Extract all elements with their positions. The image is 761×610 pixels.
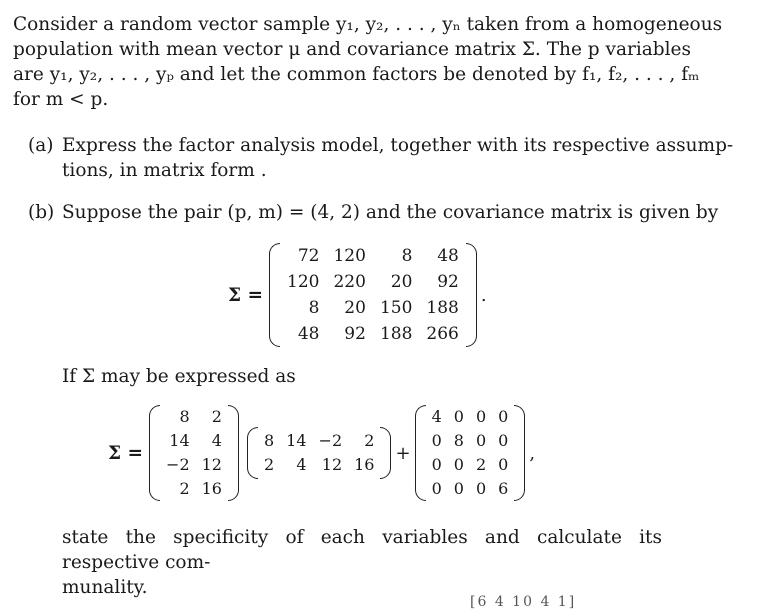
loading-transpose-cell: 14 — [286, 431, 307, 450]
part-a-text-2: tions, in matrix form . — [62, 160, 267, 181]
psi-matrix-cell: 0 — [475, 479, 487, 498]
psi-matrix-cell: 0 — [475, 431, 487, 450]
psi-matrix-cell: 0 — [498, 431, 509, 450]
cov-matrix-row — [280, 295, 466, 321]
psi-matrix-cell: 0 — [431, 431, 442, 450]
loading-matrix-row — [160, 477, 228, 501]
loading-transpose-cell: 12 — [321, 455, 343, 474]
decomposition-equation — [108, 405, 539, 501]
cov-matrix-cell: 120 — [287, 272, 320, 292]
loading-matrix-row — [160, 453, 228, 477]
part-b-text: Suppose the pair (p, m) = (4, 2) and the covariance matrix is given by — [62, 202, 719, 223]
cov-matrix-cell: 8 — [401, 246, 413, 266]
intro-line-4: for m < p. — [13, 89, 109, 110]
cov-matrix-cell: 72 — [297, 246, 320, 266]
loading-transpose-cell: −2 — [318, 431, 343, 450]
psi-matrix-cell: 0 — [431, 479, 442, 498]
loading-matrix-cell: 12 — [201, 455, 222, 474]
loading-matrix-cell: 16 — [201, 479, 222, 498]
cov-matrix-cell: 150 — [379, 298, 413, 318]
part-a — [28, 133, 748, 183]
cov-matrix-cell: 266 — [426, 324, 459, 344]
loading-matrix-row — [160, 405, 228, 429]
cov-matrix-cell: 120 — [333, 246, 366, 266]
loading-matrix-cell: 14 — [169, 431, 190, 450]
intro-line-1: Consider a random vector sample y₁, y₂, . . . , yₙ taken from a homogeneous — [13, 14, 723, 35]
if-text: If Σ may be expressed as — [62, 366, 296, 387]
loading-transpose-matrix — [258, 429, 381, 477]
cov-matrix-cell: 48 — [437, 246, 459, 266]
psi-matrix — [426, 405, 515, 501]
cov-matrix-row — [280, 269, 466, 295]
loading-transpose-row — [258, 453, 381, 477]
final-paragraph — [62, 525, 662, 600]
loading-matrix-row — [160, 429, 228, 453]
part-a-label: (a) — [28, 135, 54, 156]
left-paren — [149, 405, 160, 501]
cov-matrix-cell: 188 — [426, 298, 459, 318]
psi-matrix-row — [426, 405, 515, 429]
psi-matrix-cell: 0 — [453, 407, 464, 426]
loading-transpose-cell: 4 — [296, 455, 307, 474]
psi-matrix-cell: 2 — [475, 455, 487, 474]
cov-matrix-cell: 92 — [437, 272, 459, 292]
right-paren — [380, 427, 391, 479]
right-paren — [228, 405, 239, 501]
left-paren — [269, 243, 280, 347]
cov-matrix-cell: 20 — [344, 298, 366, 318]
covariance-matrix-equation — [228, 243, 491, 347]
left-paren — [415, 405, 426, 501]
part-b — [28, 200, 748, 225]
psi-matrix-cell: 0 — [498, 407, 509, 426]
cov-matrix-row — [280, 243, 466, 269]
cov-matrix-cell: 220 — [333, 272, 366, 292]
loading-transpose-cell: 8 — [263, 431, 275, 450]
left-paren — [247, 427, 258, 479]
psi-matrix-cell: 0 — [475, 407, 487, 426]
loading-transpose-row — [258, 429, 381, 453]
psi-matrix-row — [426, 429, 515, 453]
loading-transpose-cell: 16 — [354, 455, 375, 474]
loading-matrix-cell: −2 — [166, 455, 190, 474]
cov-matrix-cell: 92 — [344, 324, 366, 344]
loading-matrix-cell: 2 — [211, 407, 222, 426]
intro-line-3: are y₁, y₂, . . . , yₚ and let the common factors be denoted by f₁, f₂, . . . , fₘ — [13, 64, 700, 85]
part-b-label: (b) — [28, 202, 55, 223]
loading-matrix-cell: 8 — [179, 407, 190, 426]
sigma-label: Σ = — [228, 284, 264, 306]
final-line-2: munality. — [62, 577, 148, 598]
psi-matrix-cell: 4 — [431, 407, 442, 426]
psi-matrix-row — [426, 477, 515, 501]
covariance-matrix — [280, 243, 466, 347]
right-paren — [466, 243, 477, 347]
cov-matrix-cell: 8 — [308, 298, 320, 318]
psi-matrix-row — [426, 453, 515, 477]
part-a-text-1: Express the factor analysis model, together with its respective assump- — [62, 135, 734, 156]
cov-tail: . — [480, 284, 487, 306]
final-line-1: state the specificity of each variables and calculate its respective com- — [62, 527, 662, 573]
psi-matrix-cell: 0 — [498, 455, 509, 474]
loading-matrix — [160, 405, 228, 501]
cov-matrix-row — [280, 321, 466, 347]
loading-matrix-cell: 2 — [179, 479, 190, 498]
right-paren — [514, 405, 525, 501]
psi-matrix-cell: 6 — [498, 479, 509, 498]
sigma-label-2: Σ = — [108, 442, 144, 464]
intro-line-2: population with mean vector μ and covariance matrix Σ. The p variables — [13, 39, 691, 60]
loading-transpose-cell: 2 — [364, 431, 375, 450]
psi-matrix-cell: 0 — [431, 455, 442, 474]
psi-matrix-cell: 0 — [453, 479, 464, 498]
cov-matrix-cell: 48 — [297, 324, 320, 344]
psi-matrix-cell: 0 — [453, 455, 464, 474]
loading-transpose-cell: 2 — [263, 455, 275, 474]
cov-matrix-cell: 20 — [390, 272, 413, 292]
loading-matrix-cell: 4 — [211, 431, 222, 450]
psi-matrix-cell: 8 — [453, 431, 464, 450]
cutoff-text: [6 4 10 4 1] — [470, 594, 577, 610]
cov-matrix-cell: 188 — [379, 324, 413, 344]
plus-sign: + — [395, 442, 411, 464]
decomp-tail: , — [529, 442, 536, 464]
intro-paragraph — [13, 12, 748, 112]
